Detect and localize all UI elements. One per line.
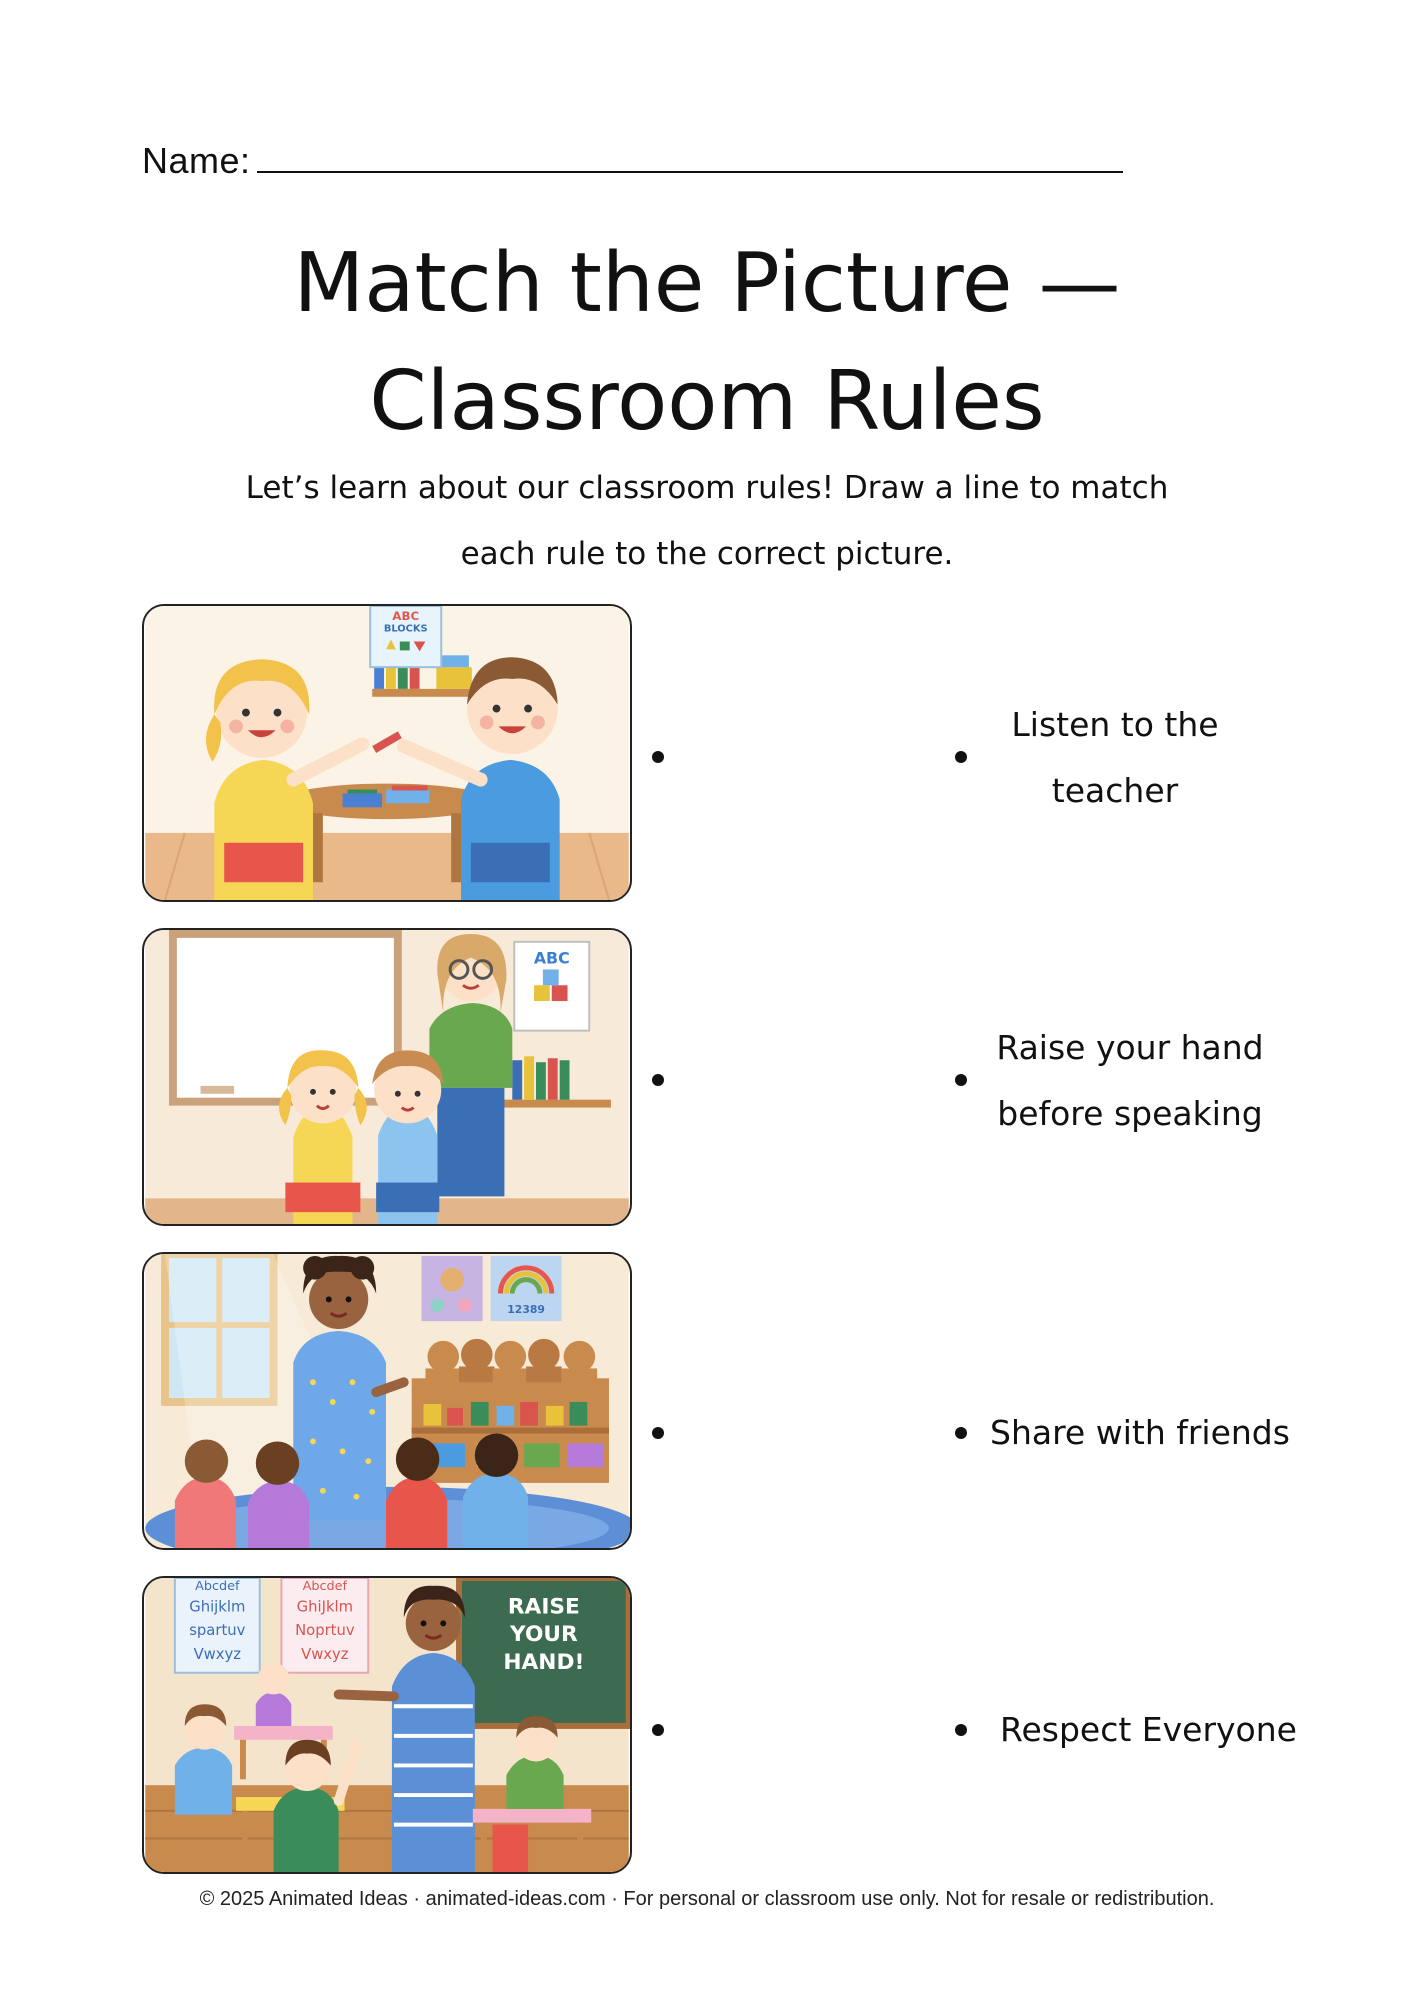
poster-right-line-4: Vwxyz — [301, 1645, 349, 1663]
poster-left-line-1: Abcdef — [195, 1578, 240, 1594]
raise-hand-illustration — [144, 1578, 630, 1872]
picture-card-raise-hand — [142, 1576, 632, 1874]
page-title — [0, 225, 1414, 461]
rule-listen — [980, 692, 1250, 824]
rule-1-line-1: Listen to the — [1011, 705, 1219, 744]
footer-copyright: © 2025 Animated Ideas · animated-ideas.com · For personal or classroom use only. Not for resale or redistribution. — [199, 1888, 1215, 1910]
rule-4-line-1: Respect Everyone — [1000, 1710, 1297, 1749]
name-field — [142, 140, 1123, 182]
chalkboard-text-raise: RAISE — [507, 1594, 580, 1620]
connect-dot-rule-2[interactable] — [955, 1074, 967, 1086]
poster-left-line-2: Ghijklm — [189, 1598, 246, 1616]
poster-left-line-3: spartuv — [189, 1622, 246, 1640]
title-line-1: Match the Picture — — [293, 236, 1121, 331]
instructions — [220, 455, 1194, 587]
rule-3-line-1: Share with friends — [990, 1413, 1290, 1452]
connect-dot-picture-3[interactable] — [652, 1427, 664, 1439]
picture-card-listening — [142, 928, 632, 1226]
poster-left-line-4: Vwxyz — [193, 1645, 242, 1663]
name-blank-line[interactable] — [257, 141, 1123, 173]
rule-raise-hand — [980, 1015, 1280, 1147]
title-line-2: Classroom Rules — [369, 354, 1045, 449]
chalkboard-text-hand: HAND! — [503, 1649, 585, 1675]
rule-share — [990, 1400, 1330, 1466]
rule-2-line-2: before speaking — [997, 1094, 1263, 1133]
connect-dot-picture-2[interactable] — [652, 1074, 664, 1086]
picture-card-story-time — [142, 1252, 632, 1550]
listening-teacher-illustration — [144, 930, 630, 1224]
poster-right-line-2: GhiJklm — [296, 1598, 354, 1616]
picture-card-sharing — [142, 604, 632, 902]
poster-text-blocks: BLOCKS — [383, 623, 428, 635]
name-label: Name: — [142, 140, 251, 181]
poster-text-abc-2: ABC — [533, 948, 570, 968]
connect-dot-rule-3[interactable] — [955, 1427, 967, 1439]
instructions-line-2: each rule to the correct picture. — [460, 536, 954, 572]
chalkboard-text-your: YOUR — [510, 1622, 578, 1648]
connect-dot-picture-4[interactable] — [652, 1724, 664, 1736]
connect-dot-rule-1[interactable] — [955, 751, 967, 763]
instructions-line-1: Let’s learn about our classroom rules! Draw a line to match — [245, 470, 1169, 506]
rule-respect — [1000, 1697, 1330, 1763]
sharing-crayons-illustration — [144, 606, 630, 900]
rule-1-line-2: teacher — [1051, 771, 1179, 810]
connect-dot-picture-1[interactable] — [652, 751, 664, 763]
poster-right-line-3: Noprtuv — [295, 1622, 355, 1640]
connect-dot-rule-4[interactable] — [955, 1724, 967, 1736]
poster-text-abc: ABC — [392, 608, 420, 623]
poster-right-line-1: Abcdef — [302, 1578, 348, 1594]
rule-2-line-1: Raise your hand — [996, 1028, 1264, 1067]
story-time-illustration — [144, 1254, 630, 1548]
poster-text-numbers: 12389 — [507, 1303, 545, 1317]
